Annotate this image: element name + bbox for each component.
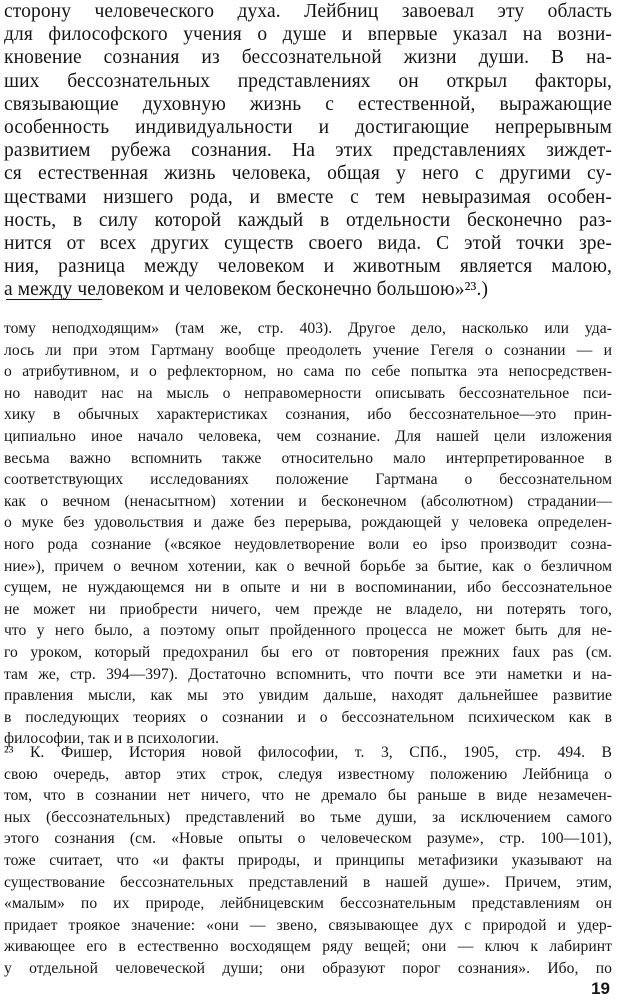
text-line: а между человеком и человеком бесконечно большою»²³.): [4, 279, 489, 301]
text-line: для философского учения о душе и впервые указал на возни-: [4, 24, 612, 46]
footnote-continuation: [4, 318, 612, 750]
footnote-line: о муке без удовольствия и даже без перерыва, рождающей у человека определен-: [4, 514, 612, 532]
footnote-line: ного рода сознание («всякое неудовлетворение воли eo ipso производит созна-: [4, 535, 612, 553]
footnote-line: философии, так и в психологии.: [4, 730, 220, 748]
text-line: ществами низшего рода, и вместе с тем невыразимая особен-: [4, 186, 612, 208]
footnote-line: «малым» по их природе, лейбницевским бессознательным представлениям он: [4, 895, 612, 913]
text-line: кновение сознания из бессознательной жизни души. В на-: [4, 47, 612, 69]
footnote-line: существование бессознательных представлений в нашей душе». Причем, этим,: [4, 873, 612, 891]
footnote-line: но наводит нас на мысль о неправомерности описывать бессознательное пси-: [4, 384, 612, 402]
text-line: развитием рубежа сознания. На этих представлениях зиждет-: [4, 140, 612, 162]
text-line: ния, разница между человеком и животным является малою,: [4, 256, 612, 278]
footnote-line: тому неподходящим» (там же, стр. 403). Другое дело, насколько или уда-: [4, 320, 612, 337]
footnote-line: лось ли при этом Гартману вообще преодолеть учение Гегеля о сознании — и: [4, 341, 612, 359]
footnote-line: ных (бессознательных) представлений во тьме души, за исключением самого: [4, 808, 612, 826]
footnote-line: у отдельной человеческой души; они образуют порог сознания». Ибо, по: [4, 959, 612, 977]
footnote-line: придает троякое значение: «они — звено, связывающее дух с природой и удер-: [4, 916, 612, 934]
footnote-line: этого сознания (см. «Новые опыты о человеческом разуме», стр. 100—101),: [4, 830, 612, 848]
text-line: связывающие духовную жизнь с естественной, выражающие: [4, 93, 612, 115]
footnote-line: го уроком, который предохранил бы его от повторения прежних faux pas (см.: [4, 643, 612, 661]
text-line: сторону человеческого духа. Лейбниц завоевал эту область: [4, 1, 612, 22]
footnote-line: как о вечном (ненасытном) хотении и бесконечном (абсолютном) страдании—: [4, 492, 612, 510]
footnote-line: правления мысли, как мы это увидим дальше, находят дальнейшее развитие: [4, 687, 612, 705]
footnote-line: свою очередь, автор этих строк, следуя известному положению Лейбница о: [4, 765, 612, 783]
footnote-divider: [6, 299, 102, 300]
footnote-line: ние»), причем о вечном хотении, как о вечной борьбе за бытие, как о безличном: [4, 557, 612, 575]
footnote-line: соответствующих исследованиях положение Гартмана о бессознательном: [4, 471, 612, 489]
footnote-line: там же, стр. 394—397). Достаточно вспомнить, что почти все эти наметки и на-: [4, 665, 612, 683]
footnote-line: не может ни приобрести ничего, чем прежде не владело, ни потерять того,: [4, 600, 612, 618]
footnote-line: хику в обычных характеристиках сознания, ибо бессознательное—это прин-: [4, 406, 612, 424]
footnote-line: тоже считает, что «и факты природы, и принципы метафизики указывают на: [4, 851, 612, 869]
footnote-line: весьма важно вспомнить также относительно мало интерпретированное в: [4, 449, 612, 467]
footnote-23: [4, 742, 612, 980]
footnote-line: живающее его в естественно восходящем ряду вещей; они — ключ к лабиринт: [4, 938, 612, 956]
text-line: ность, в силу которой каждый в отдельности бесконечно раз-: [4, 209, 612, 231]
footnote-line: том, что в сознании нет ничего, что не дремало бы раньше в виде незамечен-: [4, 787, 612, 805]
text-line: ся естественная жизнь человека, общая у него с другими су-: [4, 163, 612, 185]
footnote-line: ²³ К. Фишер, История новой философии, т. 3, СПб., 1905, стр. 494. В: [4, 744, 612, 761]
text-line: особенность индивидуальности и достигающие непрерывным: [4, 117, 612, 139]
footnote-line: о атрибутивном, и о рефлекторном, но сама по себе попытка эта непосредствен-: [4, 363, 612, 381]
page-number: 19: [591, 979, 610, 998]
footnote-line: ципиально иное начало человека, чем сознание. Для нашей цели изложения: [4, 427, 612, 445]
main-text: [4, 0, 612, 302]
text-line: ших бессознательных представлениях он открыл факторы,: [4, 70, 612, 92]
footnote-line: сущем, не нуждающемся ни в опыте и ни в воспоминании, ибо бессознательное: [4, 579, 612, 597]
footnote-line: что у него было, а поэтому опыт пройденного процесса не может быть для не-: [4, 622, 612, 640]
text-line: нится от всех других существ своего вида. С этой точки зре-: [4, 233, 612, 255]
footnote-line: в последующих теориях о сознании и о бессознательном психическом как в: [4, 708, 612, 726]
